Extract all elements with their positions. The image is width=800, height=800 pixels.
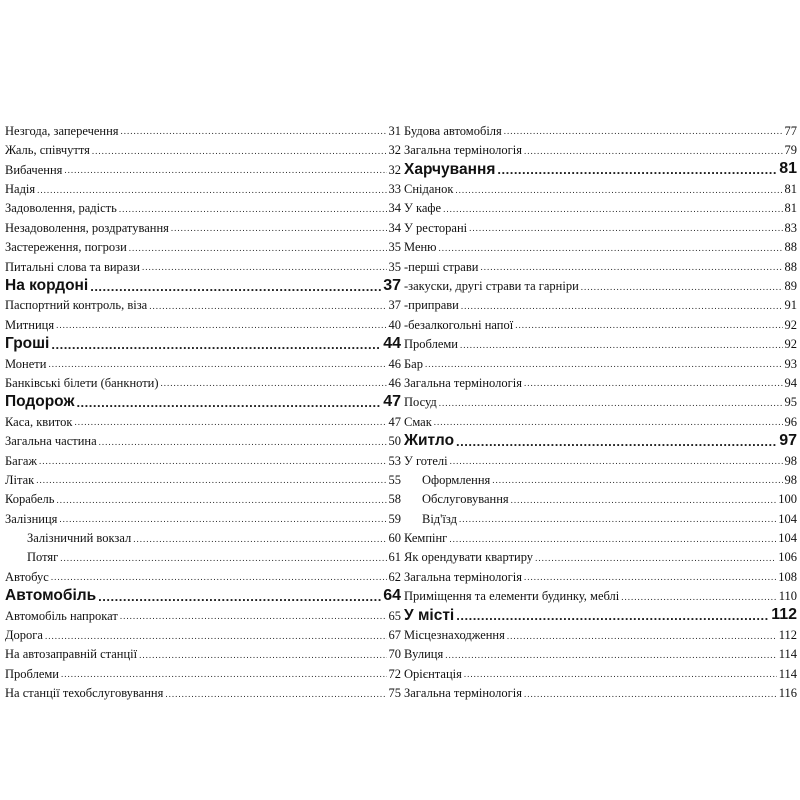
toc-leader-dots xyxy=(161,379,387,388)
toc-leader-dots xyxy=(443,205,782,214)
toc-entry-title: Багаж xyxy=(5,453,38,468)
toc-leader-dots xyxy=(133,535,386,544)
toc-entry xyxy=(404,372,797,391)
toc-section-heading xyxy=(404,605,797,624)
toc-page-number: 83 xyxy=(784,220,797,235)
toc-leader-dots xyxy=(99,438,387,447)
toc-page-number: 95 xyxy=(784,395,797,410)
toc-leader-dots xyxy=(56,321,386,330)
toc-page-number: 53 xyxy=(388,453,401,468)
toc-leader-dots xyxy=(48,360,386,369)
toc-page-number: 112 xyxy=(778,628,797,643)
toc-entry xyxy=(404,508,797,527)
toc-entry-title: Проблеми xyxy=(404,337,458,352)
toc-entry xyxy=(5,527,401,546)
toc-entry xyxy=(5,159,401,178)
toc-entry xyxy=(404,314,797,333)
toc-page-number: 33 xyxy=(388,182,401,197)
toc-leader-dots xyxy=(98,590,381,603)
toc-leader-dots xyxy=(119,205,387,214)
toc-leader-dots xyxy=(61,670,387,679)
toc-entry-title: На кордоні xyxy=(5,277,89,295)
toc-entry xyxy=(5,547,401,566)
toc-leader-dots xyxy=(139,651,386,660)
toc-entry-title: Вибачення xyxy=(5,162,63,177)
toc-leader-dots xyxy=(439,399,783,408)
toc-entry-title: На автозаправній станції xyxy=(5,647,138,662)
toc-entry-title: Жаль, співчуття xyxy=(5,143,90,158)
toc-page-number: 79 xyxy=(784,143,797,158)
toc-page-number: 88 xyxy=(784,259,797,274)
toc-leader-dots xyxy=(56,496,386,505)
toc-entry xyxy=(404,178,797,197)
toc-page-number: 108 xyxy=(778,569,797,584)
toc-page-number: 114 xyxy=(778,666,797,681)
toc-section-heading xyxy=(5,391,401,410)
toc-entry-title: Харчування xyxy=(404,160,496,178)
toc-entry-title: Незгода, заперечення xyxy=(5,123,119,138)
toc-leader-dots xyxy=(51,338,381,351)
toc-page-number: 34 xyxy=(388,220,401,235)
toc-entry-title: Автобус xyxy=(5,569,49,584)
toc-entry xyxy=(5,178,401,197)
toc-entry-title: Митниця xyxy=(5,317,55,332)
toc-leader-dots xyxy=(121,127,387,136)
toc-section-heading xyxy=(404,159,797,178)
toc-entry xyxy=(404,139,797,158)
toc-entry xyxy=(5,663,401,682)
toc-entry xyxy=(5,644,401,663)
toc-page-number: 106 xyxy=(778,550,797,565)
toc-entry xyxy=(404,663,797,682)
toc-entry-title: Застереження, погрози xyxy=(5,240,127,255)
toc-entry-title: -безалкогольні напої xyxy=(404,317,514,332)
toc-entry-title: -приправи xyxy=(404,298,459,313)
toc-page-number: 93 xyxy=(784,356,797,371)
toc-page-number: 92 xyxy=(784,337,797,352)
toc-leader-dots xyxy=(469,224,782,233)
toc-entry-title: У ресторані xyxy=(404,220,468,235)
toc-page-number: 81 xyxy=(784,201,797,216)
toc-entry-title: Житло xyxy=(404,432,455,450)
toc-entry xyxy=(404,236,797,255)
toc-entry xyxy=(5,430,401,449)
toc-entry xyxy=(5,139,401,158)
toc-entry-title: Надія xyxy=(5,182,36,197)
toc-entry-title: Загальна термінологія xyxy=(404,569,522,584)
toc-leader-dots xyxy=(460,341,783,350)
toc-entry-title: Як орендувати квартиру xyxy=(404,550,534,565)
toc-entry-title: Обслуговування xyxy=(422,492,509,507)
toc-page-number: 46 xyxy=(388,375,401,390)
toc-leader-dots xyxy=(621,593,776,602)
toc-leader-dots xyxy=(524,573,776,582)
toc-leader-dots xyxy=(515,321,782,330)
toc-leader-dots xyxy=(425,360,783,369)
toc-page-number: 58 xyxy=(388,492,401,507)
toc-entry xyxy=(404,488,797,507)
toc-leader-dots xyxy=(64,166,386,175)
toc-entry xyxy=(5,450,401,469)
toc-entry-title: Банківські білети (банкноти) xyxy=(5,375,159,390)
toc-leader-dots xyxy=(434,418,783,427)
toc-leader-dots xyxy=(120,612,387,621)
toc-entry xyxy=(404,585,797,604)
toc-page-number: 65 xyxy=(388,608,401,623)
toc-page-number: 81 xyxy=(784,182,797,197)
toc-entry xyxy=(5,295,401,314)
toc-entry-title: Сніданок xyxy=(404,182,454,197)
toc-entry xyxy=(404,275,797,294)
toc-entry-title: Потяг xyxy=(27,550,59,565)
toc-leader-dots xyxy=(449,535,776,544)
toc-leader-dots xyxy=(39,457,386,466)
toc-entry xyxy=(404,547,797,566)
toc-page-number: 46 xyxy=(388,356,401,371)
toc-entry xyxy=(404,644,797,663)
toc-page-number: 92 xyxy=(784,317,797,332)
toc-page-number: 98 xyxy=(784,472,797,487)
toc-leader-dots xyxy=(450,457,783,466)
toc-entry-title: Каса, квиток xyxy=(5,414,73,429)
toc-page-number: 112 xyxy=(771,606,797,624)
toc-leader-dots xyxy=(492,476,782,485)
toc-page-number: 31 xyxy=(388,123,401,138)
toc-entry xyxy=(5,217,401,236)
toc-entry-title: Незадоволення, роздратування xyxy=(5,220,169,235)
toc-leader-dots xyxy=(456,435,777,448)
toc-entry xyxy=(404,198,797,217)
toc-leader-dots xyxy=(37,186,386,195)
toc-leader-dots xyxy=(36,476,386,485)
toc-entry-title: Приміщення та елементи будинку, меблі xyxy=(404,589,620,604)
toc-leader-dots xyxy=(439,244,783,253)
toc-entry-title: Бар xyxy=(404,356,423,371)
toc-leader-dots xyxy=(90,280,381,293)
toc-section-heading xyxy=(5,333,401,352)
toc-page-number: 35 xyxy=(388,240,401,255)
toc-leader-dots xyxy=(480,263,782,272)
toc-leader-dots xyxy=(60,554,386,563)
toc-page-number: 72 xyxy=(388,666,401,681)
toc-entry xyxy=(404,217,797,236)
toc-entry-title: У кафе xyxy=(404,201,442,216)
toc-right-column xyxy=(404,120,797,702)
toc-entry-title: На станції техобслуговування xyxy=(5,686,164,701)
toc-entry xyxy=(5,488,401,507)
toc-page-number: 104 xyxy=(778,531,797,546)
toc-entry xyxy=(404,353,797,372)
toc-entry-title: Дорога xyxy=(5,628,43,643)
toc-page-number: 44 xyxy=(383,334,401,352)
toc-leader-dots xyxy=(445,651,776,660)
toc-leader-dots xyxy=(59,515,386,524)
toc-leader-dots xyxy=(581,283,783,292)
toc-entry-title: -перші страви xyxy=(404,259,479,274)
toc-entry-title: Паспортний контроль, віза xyxy=(5,298,148,313)
toc-page-number: 59 xyxy=(388,511,401,526)
toc-entry xyxy=(5,566,401,585)
toc-entry-title: Проблеми xyxy=(5,666,59,681)
toc-entry-title: У місті xyxy=(404,606,455,624)
toc-leader-dots xyxy=(461,302,783,311)
toc-entry xyxy=(5,198,401,217)
toc-entry-title: Гроші xyxy=(5,335,50,353)
toc-entry-title: -закуски, другі страви та гарніри xyxy=(404,279,579,294)
toc-entry xyxy=(5,605,401,624)
toc-entry xyxy=(5,372,401,391)
toc-page-number: 32 xyxy=(388,162,401,177)
toc-entry-title: Смак xyxy=(404,414,432,429)
toc-entry-title: Будова автомобіля xyxy=(404,123,502,138)
toc-page-number: 34 xyxy=(388,201,401,216)
toc-entry xyxy=(5,508,401,527)
toc-leader-dots xyxy=(459,515,776,524)
toc-entry-title: Загальна термінологія xyxy=(404,375,522,390)
toc-entry xyxy=(404,333,797,352)
toc-page-number: 110 xyxy=(778,589,797,604)
toc-leader-dots xyxy=(165,690,386,699)
toc-page-number: 55 xyxy=(388,472,401,487)
toc-entry xyxy=(404,391,797,410)
toc-leader-dots xyxy=(92,147,387,156)
toc-page-number: 100 xyxy=(778,492,797,507)
toc-page-number: 60 xyxy=(388,531,401,546)
toc-leader-dots xyxy=(524,147,783,156)
toc-section-heading xyxy=(5,275,401,294)
toc-leader-dots xyxy=(129,244,387,253)
toc-page-number: 75 xyxy=(388,686,401,701)
toc-leader-dots xyxy=(456,609,769,622)
toc-page-number: 47 xyxy=(388,414,401,429)
toc-entry-title: Залізничний вокзал xyxy=(27,531,132,546)
toc-entry xyxy=(404,682,797,701)
toc-section-heading xyxy=(404,430,797,449)
toc-page-number: 98 xyxy=(784,453,797,468)
toc-entry-title: Літак xyxy=(5,472,35,487)
toc-entry xyxy=(5,469,401,488)
toc-entry-title: Посуд xyxy=(404,395,437,410)
toc-leader-dots xyxy=(76,396,381,409)
toc-leader-dots xyxy=(75,418,387,427)
toc-leader-dots xyxy=(504,127,783,136)
toc-page-number: 91 xyxy=(784,298,797,313)
toc-page-number: 40 xyxy=(388,317,401,332)
toc-page-number: 81 xyxy=(779,160,797,178)
toc-entry xyxy=(5,236,401,255)
toc-page-number: 67 xyxy=(388,628,401,643)
toc-leader-dots xyxy=(464,670,777,679)
toc-page-number: 37 xyxy=(388,298,401,313)
toc-entry xyxy=(5,256,401,275)
toc-entry-title: Загальна термінологія xyxy=(404,686,522,701)
toc-entry-title: Залізниця xyxy=(5,511,58,526)
toc-page-number: 114 xyxy=(778,647,797,662)
toc-page-number: 70 xyxy=(388,647,401,662)
toc-entry xyxy=(5,314,401,333)
toc-entry-title: Загальна частина xyxy=(5,434,97,449)
toc-entry-title: Вулиця xyxy=(404,647,444,662)
toc-left-column xyxy=(5,120,401,702)
toc-entry xyxy=(404,469,797,488)
toc-page-number: 61 xyxy=(388,550,401,565)
toc-entry xyxy=(404,566,797,585)
toc-entry xyxy=(404,256,797,275)
toc-leader-dots xyxy=(455,186,782,195)
toc-entry-title: Меню xyxy=(404,240,437,255)
toc-leader-dots xyxy=(524,379,783,388)
toc-entry xyxy=(5,411,401,430)
toc-entry xyxy=(404,624,797,643)
toc-leader-dots xyxy=(497,163,777,176)
toc-page-number: 96 xyxy=(784,414,797,429)
toc-entry-title: У готелі xyxy=(404,453,448,468)
toc-page-number: 32 xyxy=(388,143,401,158)
toc-leader-dots xyxy=(524,690,777,699)
toc-leader-dots xyxy=(507,632,777,641)
toc-entry-title: Від'їзд xyxy=(422,511,457,526)
toc-section-heading xyxy=(5,585,401,604)
toc-page-number: 47 xyxy=(383,392,401,410)
toc-entry xyxy=(404,450,797,469)
toc-entry-title: Корабель xyxy=(5,492,55,507)
toc-page-number: 116 xyxy=(778,686,797,701)
toc-page-number: 88 xyxy=(784,240,797,255)
toc-page-number: 64 xyxy=(383,586,401,604)
toc-entry xyxy=(404,411,797,430)
toc-entry-title: Монети xyxy=(5,356,47,371)
toc-entry xyxy=(404,120,797,139)
toc-entry-title: Орієнтація xyxy=(404,666,462,681)
toc-entry-title: Загальна термінологія xyxy=(404,143,522,158)
toc-page-number: 77 xyxy=(784,123,797,138)
toc-entry-title: Автомобіль напрокат xyxy=(5,608,118,623)
toc-entry xyxy=(5,682,401,701)
toc-page-number: 104 xyxy=(778,511,797,526)
toc-page-number: 37 xyxy=(383,276,401,294)
toc-page-number: 89 xyxy=(784,279,797,294)
toc-leader-dots xyxy=(149,302,386,311)
toc-leader-dots xyxy=(142,263,387,272)
toc-leader-dots xyxy=(51,573,387,582)
toc-page-number: 62 xyxy=(388,569,401,584)
toc-entry-title: Місцезнаходження xyxy=(404,628,505,643)
toc-entry-title: Автомобіль xyxy=(5,587,97,605)
toc-entry xyxy=(404,295,797,314)
toc-page-number: 97 xyxy=(779,431,797,449)
toc-leader-dots xyxy=(511,496,777,505)
toc-leader-dots xyxy=(45,632,387,641)
toc-entry-title: Задоволення, радість xyxy=(5,201,117,216)
toc-entry-title: Питальні слова та вирази xyxy=(5,259,140,274)
toc-entry xyxy=(5,624,401,643)
toc-page-number: 35 xyxy=(388,259,401,274)
toc-page-number: 50 xyxy=(388,434,401,449)
toc-page-number: 94 xyxy=(784,375,797,390)
toc-entry-title: Оформлення xyxy=(422,472,491,487)
toc-entry-title: Подорож xyxy=(5,393,75,411)
toc-entry xyxy=(5,353,401,372)
toc-entry-title: Кемпінг xyxy=(404,531,448,546)
toc-entry xyxy=(5,120,401,139)
toc-leader-dots xyxy=(171,224,387,233)
toc-leader-dots xyxy=(535,554,776,563)
toc-entry xyxy=(404,527,797,546)
